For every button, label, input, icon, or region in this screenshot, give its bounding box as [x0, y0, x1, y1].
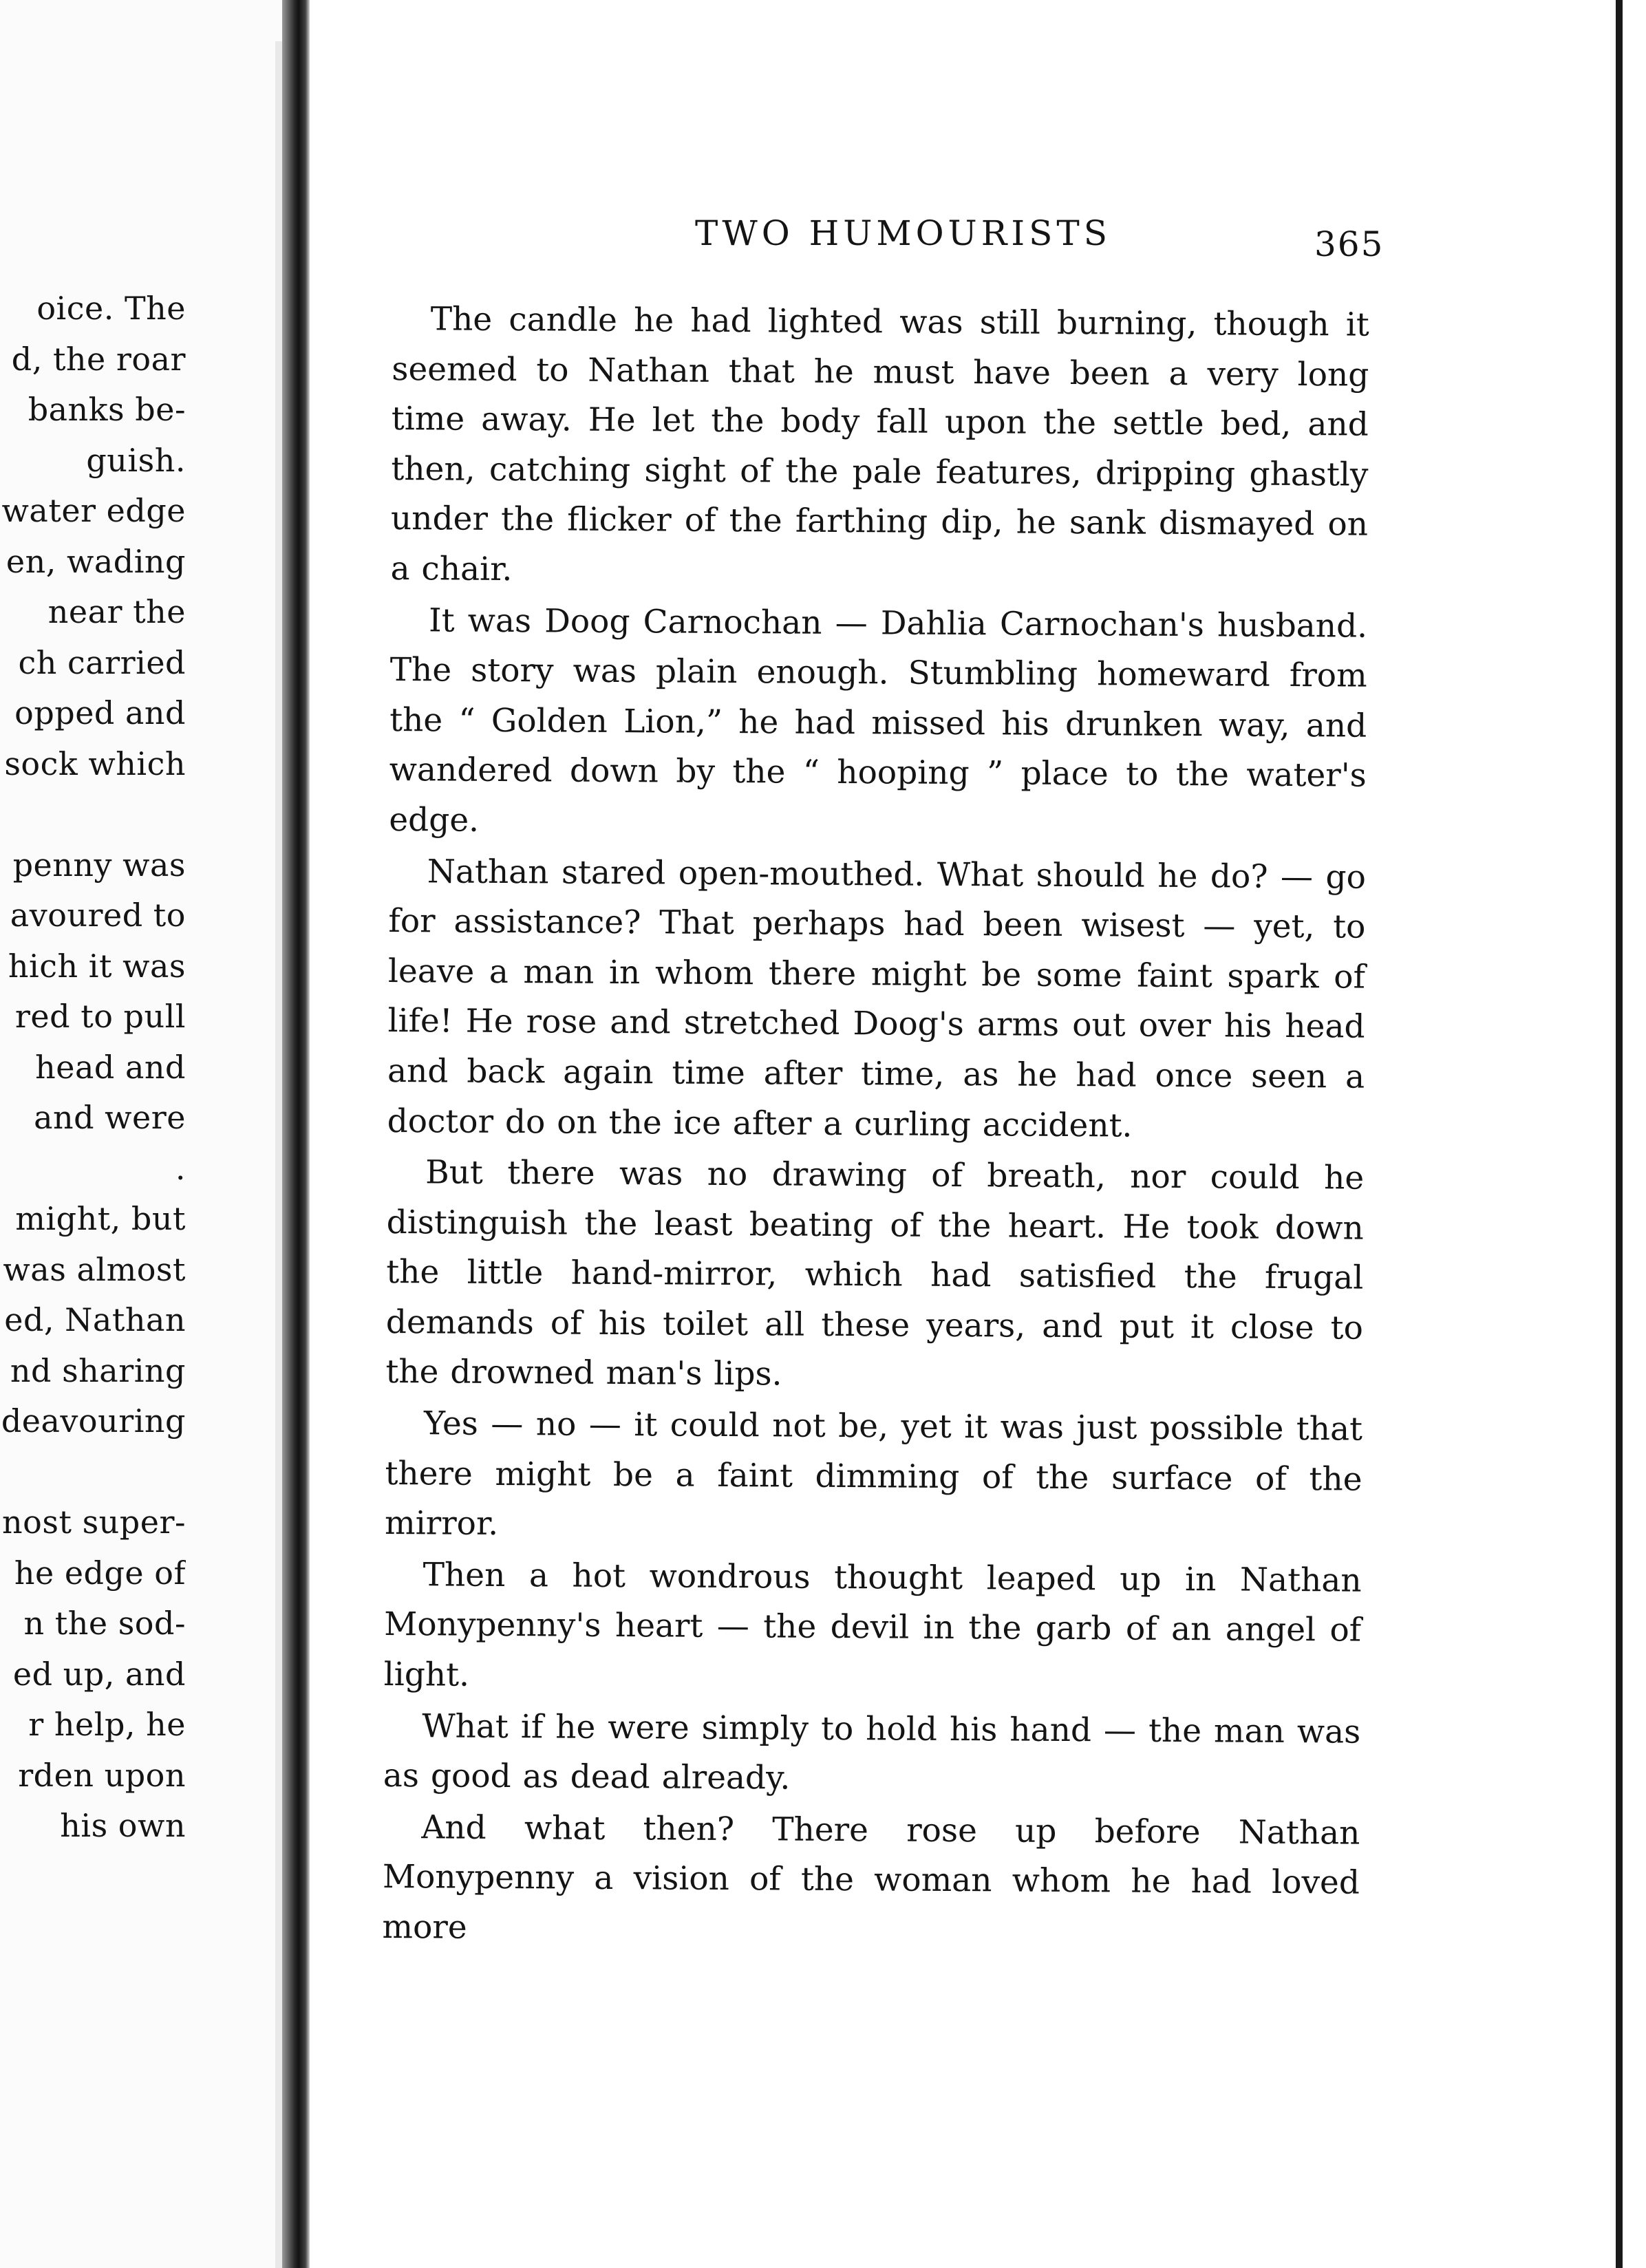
left-page-line: banks be- — [28, 391, 186, 428]
paragraph: But there was no drawing of breath, nor could he distinguish the least beating of the heart. He took down the little hand-mirror, which had satisfied the frugal demands of his toilet all these years, and put it close to the drowned man's lips. — [385, 1153, 1365, 1393]
left-page-line: red to pull — [14, 998, 186, 1035]
book-page — [310, 0, 1616, 2268]
left-page-line: ch carried — [18, 643, 186, 681]
paragraph: What if he were simply to hold his hand — the man was as good as dead already. — [383, 1707, 1361, 1797]
left-page-line: near the — [47, 593, 186, 630]
right-margin — [1623, 0, 1646, 2268]
left-page-line: rden upon — [18, 1756, 186, 1794]
left-page-line: his own — [60, 1807, 186, 1844]
left-page-line: r help, he — [28, 1706, 186, 1743]
left-page-line: he edge of — [14, 1554, 186, 1592]
left-page-text — [0, 284, 186, 1852]
running-title: TWO HUMOURISTS — [695, 213, 1111, 253]
paragraph: And what then? There rose up before Nathan Monypenny a vision of the woman whom he had loved more — [382, 1808, 1360, 1947]
left-facing-page — [0, 0, 289, 2268]
left-page-line: . — [175, 1149, 186, 1187]
paragraph: Then a hot wondrous thought leaped up in Nathan Monypenny's heart — the devil in the garb of an angel of light. — [383, 1556, 1362, 1694]
left-page-line: oice. The — [36, 290, 186, 327]
left-page-line: head and — [35, 1048, 186, 1086]
body-text — [382, 295, 1369, 1960]
left-page-line: avoured to — [10, 897, 186, 934]
left-page-line: guish. — [86, 441, 186, 479]
left-page-line: nd sharing — [10, 1351, 186, 1389]
left-page-line: n the sod- — [23, 1605, 186, 1642]
left-page-line: opped and — [14, 694, 186, 731]
left-page-line: sock which — [4, 745, 186, 782]
left-page-line: nost super- — [2, 1504, 186, 1541]
right-edge-rule — [1616, 0, 1623, 2268]
running-head — [310, 206, 1411, 264]
book-gutter — [282, 0, 310, 2268]
left-page-line — [0, 789, 186, 840]
left-page-line: penny was — [12, 846, 186, 884]
left-page-line: ed up, and — [12, 1655, 186, 1693]
left-page-line: might, but — [15, 1200, 186, 1237]
left-page-line: and were — [34, 1099, 186, 1136]
left-page-line: water edge — [1, 492, 186, 529]
paragraph: It was Doog Carnochan — Dahlia Carnochan's husband. The story was plain enough. Stumbling homeward from the “ Golden Lion,” he had missed his drunken way, and wandered down by the “ hooping ” place to the water's edge. — [389, 601, 1368, 839]
left-page-line: en, wading — [6, 542, 186, 580]
paragraph: Nathan stared open-mouthed. What should he do? — go for assistance? That perhaps had been wisest — yet, to leave a man in whom there might be some faint spark of life! He rose and stretched Doog's arms out over his head and back again time after time, as he had once seen a doctor do on the ice after a curling accident. — [387, 852, 1367, 1145]
left-page-line: hich it was — [8, 947, 186, 985]
left-page-line: was almost — [3, 1250, 186, 1288]
left-page-line — [0, 1447, 186, 1498]
page-number: 365 — [1314, 224, 1385, 264]
left-page-line: ed, Nathan — [4, 1301, 186, 1338]
left-page-line: d, the roar — [11, 340, 186, 378]
paragraph: Yes — no — it could not be, yet it was just possible that there might be a faint dimming of the surface of the mirror. — [384, 1404, 1363, 1543]
left-page-line: deavouring — [1, 1402, 186, 1440]
paragraph: The candle he had lighted was still burning, though it seemed to Nathan that he must have been a very long time away. He let the body fall upon the settle bed, and then, catching sight of the pale features, dripping ghastly under the flicker of the farthing dip, he sank dismayed on a chair. — [390, 300, 1369, 589]
